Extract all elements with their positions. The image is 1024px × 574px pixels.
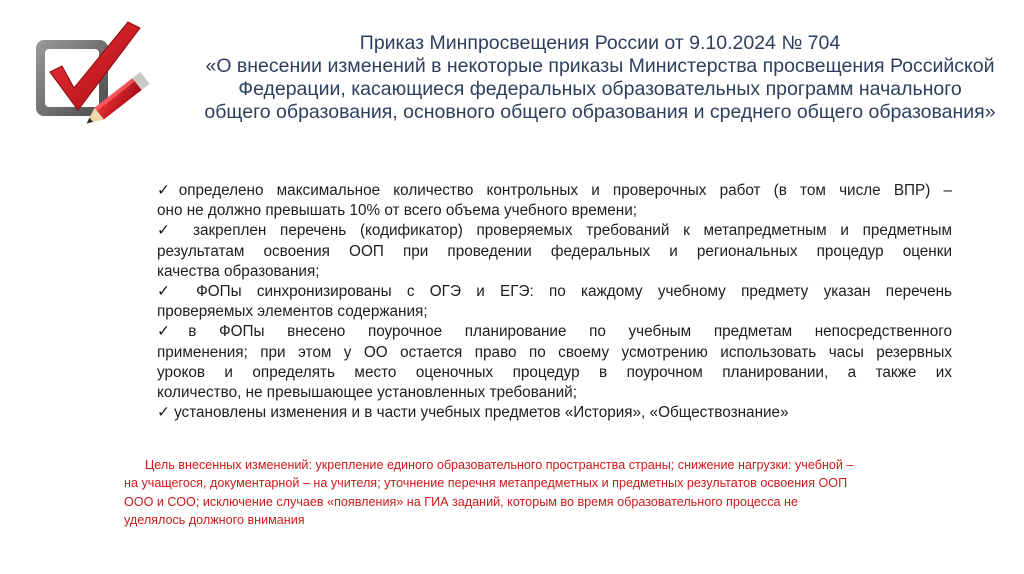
goal-line: ООО и СОО; исключение случаев «появления» на ГИА заданий, которым во время образовательного процесса не [124, 494, 798, 509]
goal-paragraph [124, 456, 1004, 530]
bullet-line: ✓ закреплен перечень (кодификатор) проверяемых требований к метапредметным и предметным [157, 222, 952, 240]
goal-line: Цель внесенных изменений: укрепление единого образовательного пространства страны; снижение нагрузки: учебной – [124, 458, 854, 472]
goal-line: уделялось должного внимания [124, 513, 305, 528]
checkbox-with-pencil-icon [28, 14, 158, 136]
bullet-line: количество, не превышающее установленных требований; [157, 384, 577, 402]
bullet-line: результатам освоения ООП при проведении федеральных и региональных процедур оценки [157, 242, 952, 260]
bullet-line: ✓определено максимальное количество контрольных и проверочных работ (в том числе ВПР) – [157, 182, 952, 199]
bullet-line: применения; при этом у ОО остается право по своему усмотрению использовать часы резервных [157, 343, 952, 361]
bullet-line: ✓ ФОПы синхронизированы с ОГЭ и ЕГЭ: по каждому учебному предмету указан перечень [157, 283, 952, 301]
bullet-line: проверяемых элементов содержания; [157, 303, 428, 321]
title-line: «О внесении изменений в некоторые приказы Министерства просвещения Российской [205, 55, 995, 77]
bullet-line: качества образования; [157, 262, 320, 280]
title-line: Приказ Минпросвещения России от 9.10.2024 № 704 [359, 32, 841, 54]
bullet-line: ✓в ФОПы внесено поурочное планирование по учебным предметам непосредственного [157, 323, 952, 341]
title-line: Федерации, касающиеся федеральных образовательных программ начального [238, 78, 962, 100]
title-line: общего образования, основного общего образования и среднего общего образования» [204, 101, 996, 123]
bullet-line: оно не должно превышать 10% от всего объема учебного времени; [157, 202, 638, 220]
bullet-line: уроков и определять место оценочных процедур в поурочном планировании, а также их [157, 363, 952, 381]
bullet-list [157, 181, 952, 423]
goal-line: на учащегося, документарной – на учителя; уточнение перечня метапредметных и предметных результатов освоения ООП [124, 476, 848, 491]
bullet-line: ✓ установлены изменения и в части учебных предметов «История», «Обществознание» [157, 404, 789, 422]
page-title [190, 32, 1010, 124]
